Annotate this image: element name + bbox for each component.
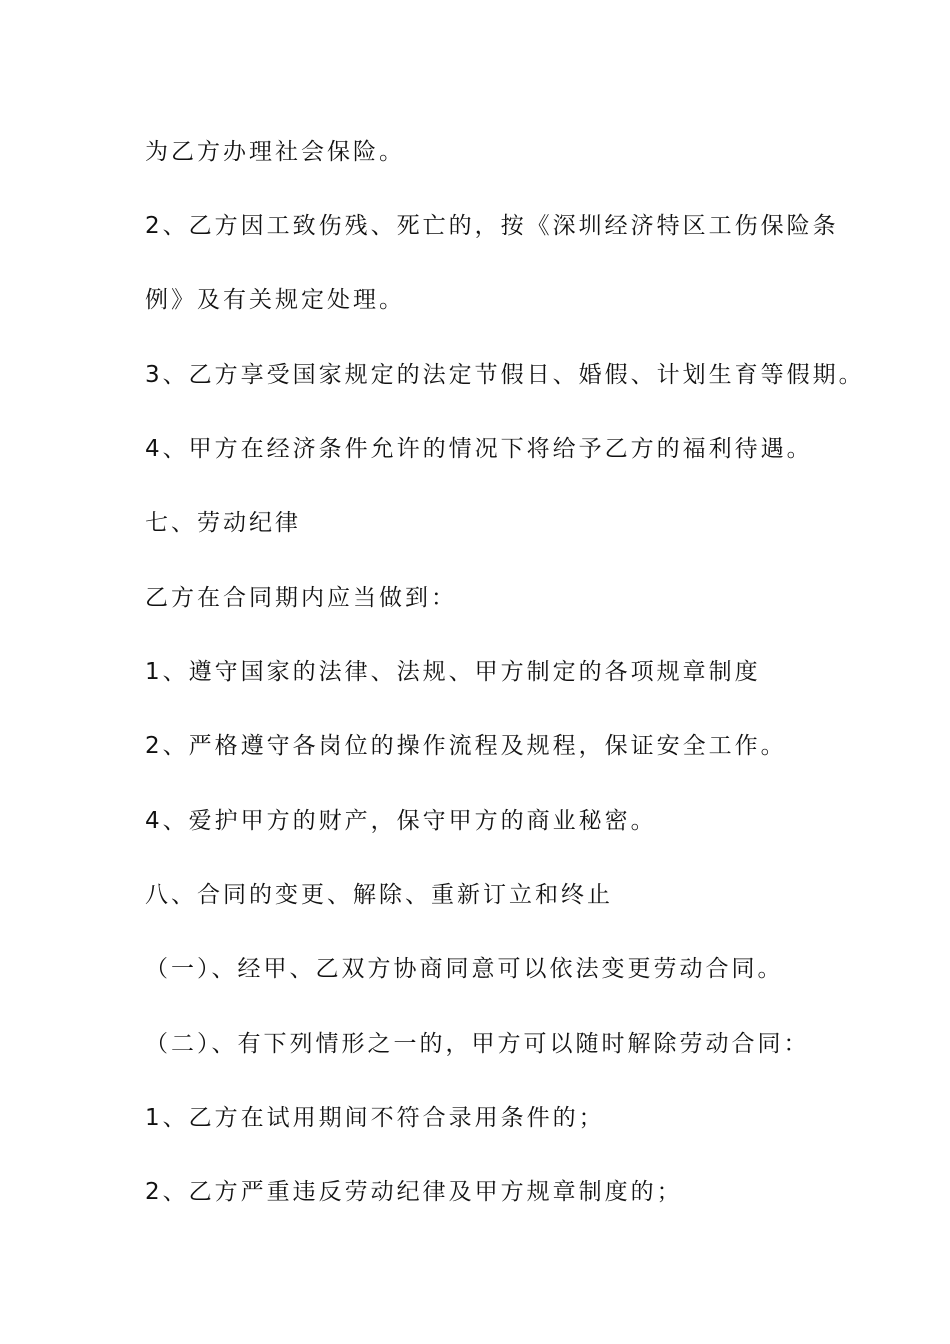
paragraph-injury-clause-continued: 例》及有关规定处理。 [145,287,405,313]
paragraph-welfare: 4、甲方在经济条件允许的情况下将给予乙方的福利待遇。 [145,436,813,462]
paragraph-mutual-change: （一）、经甲、乙双方协商同意可以依法变更劳动合同。 [145,956,784,982]
paragraph-discipline-intro: 乙方在合同期内应当做到： [145,585,457,611]
section-heading-contract-changes: 八、合同的变更、解除、重新订立和终止 [145,882,613,908]
paragraph-injury-clause: 2、乙方因工致伤残、死亡的，按《深圳经济特区工伤保险条 [145,213,839,239]
list-item-operating-procedures: 2、严格遵守各岗位的操作流程及规程，保证安全工作。 [145,733,787,759]
list-item-obey-laws: 1、遵守国家的法律、法规、甲方制定的各项规章制度 [145,659,761,685]
section-heading-labor-discipline: 七、劳动纪律 [145,510,301,536]
list-item-serious-violation: 2、乙方严重违反劳动纪律及甲方规章制度的； [145,1179,683,1205]
list-item-protect-property: 4、爱护甲方的财产，保守甲方的商业秘密。 [145,808,657,834]
paragraph-social-insurance: 为乙方办理社会保险。 [145,139,405,165]
list-item-probation: 1、乙方在试用期间不符合录用条件的； [145,1105,605,1131]
paragraph-termination-conditions: （二）、有下列情形之一的，甲方可以随时解除劳动合同： [145,1031,810,1057]
paragraph-holidays: 3、乙方享受国家规定的法定节假日、婚假、计划生育等假期。 [145,362,865,388]
